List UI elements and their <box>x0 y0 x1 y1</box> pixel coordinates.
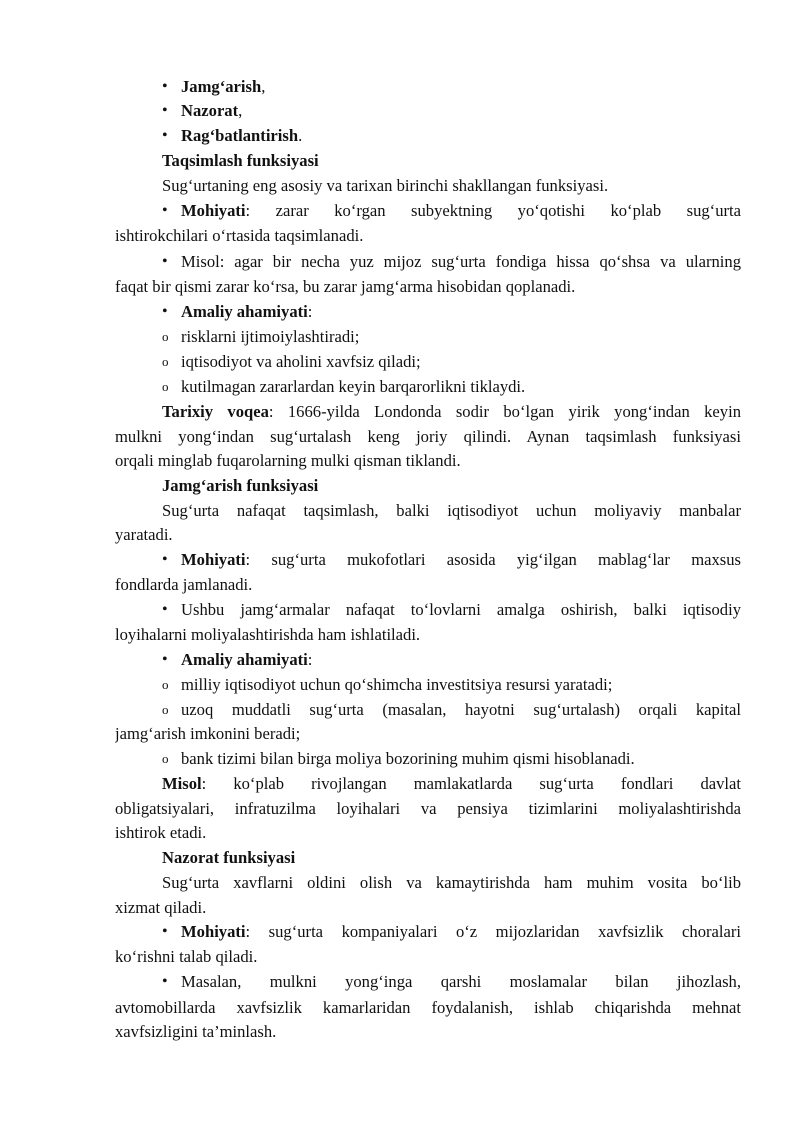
bullet-marker: • <box>162 253 168 270</box>
text-run: milliy iqtisodiyot uchun qo‘shimcha investitsiya resursi yaratadi; <box>181 675 613 694</box>
text-run: Sug‘urta xavflarni oldini olish va kamaytirishda ham muhim vosita bo‘lib <box>162 873 741 892</box>
sub-bullet-marker: o <box>162 702 169 717</box>
list-item-line <box>181 648 741 672</box>
text-run: mulkni yong‘indan sug‘urtalash keng joriy qilindi. Aynan taqsimlash funksiyasi <box>115 427 741 446</box>
text-line <box>162 846 741 870</box>
bold-text: Amaliy ahamiyati <box>181 302 308 321</box>
list-item-line <box>181 673 741 697</box>
sub-bullet-marker: o <box>162 329 169 344</box>
text-run: Sug‘urta nafaqat taqsimlash, balki iqtisodiyot uchun moliyaviy manbalar <box>162 501 741 520</box>
bold-text: Amaliy ahamiyati <box>181 650 308 669</box>
sub-bullet-marker: o <box>162 751 169 766</box>
list-item-line <box>181 199 741 223</box>
text-run: Misol: agar bir necha yuz mijoz sug‘urta fondiga hissa qo‘shsa va ularning <box>181 252 741 271</box>
text-line <box>115 1020 741 1044</box>
text-line <box>115 821 741 845</box>
text-line <box>115 623 741 647</box>
text-line <box>115 573 741 597</box>
text-run: , <box>261 77 266 96</box>
text-line <box>115 797 741 821</box>
bold-text: Misol <box>162 774 202 793</box>
list-item-line <box>181 698 741 722</box>
text-run: Sug‘urtaning eng asosiy va tarixan birinchi shakllangan funksiyasi. <box>162 176 609 195</box>
bullet-marker: • <box>162 127 168 144</box>
list-item-line <box>181 75 741 99</box>
text-run: avtomobillarda xavfsizlik kamarlaridan foydalanish, ishlab chiqarishda mehnat <box>115 998 741 1017</box>
sub-bullet-marker: o <box>162 354 169 369</box>
text-run: iqtisodiyot va aholini xavfsiz qiladi; <box>181 352 421 371</box>
text-line <box>115 275 741 299</box>
list-item-line <box>181 350 741 374</box>
bold-text: Mohiyati <box>181 550 246 569</box>
text-line <box>115 722 741 746</box>
bold-text: Nazorat funksiyasi <box>162 848 296 867</box>
text-run: , <box>238 101 243 120</box>
text-run: fondlarda jamlanadi. <box>115 575 253 594</box>
text-run: yaratadi. <box>115 525 173 544</box>
bullet-marker: • <box>162 601 168 618</box>
text-run: : zarar ko‘rgan subyektning yo‘qotishi ko‘plab sug‘urta <box>245 201 741 220</box>
bold-text: Nazorat <box>181 101 239 120</box>
text-run: Ushbu jamg‘armalar nafaqat to‘lovlarni amalga oshirish, balki iqtisodiy <box>181 600 741 619</box>
text-line <box>162 871 741 895</box>
bold-text: Taqsimlash funksiyasi <box>162 151 319 170</box>
text-run: : 1666-yilda Londonda sodir bo‘lgan yirik yong‘indan keyin <box>268 402 741 421</box>
text-line <box>162 499 741 523</box>
text-line <box>162 772 741 796</box>
text-run: : sug‘urta kompaniyalari o‘z mijozlaridan xavfsizlik choralari <box>245 922 741 941</box>
text-run: orqali minglab fuqarolarning mulki qisman tiklandi. <box>115 451 461 470</box>
list-item-line <box>181 124 741 148</box>
bold-text: Tarixiy voqea <box>162 402 269 421</box>
text-run: : <box>307 650 313 669</box>
list-item-line <box>181 325 741 349</box>
text-run: jamg‘arish imkonini beradi; <box>115 724 301 743</box>
text-run: obligatsiyalari, infratuzilma loyihalari va pensiya tizimlarini moliyalashtirishda <box>115 799 741 818</box>
bullet-marker: • <box>162 102 168 119</box>
text-run: ishtirok etadi. <box>115 823 207 842</box>
text-run: : ko‘plab rivojlangan mamlakatlarda sug‘urta fondlari davlat <box>201 774 741 793</box>
text-line <box>162 400 741 424</box>
bullet-marker: • <box>162 651 168 668</box>
text-line <box>115 224 741 248</box>
text-line <box>162 174 741 198</box>
bold-text: Mohiyati <box>181 201 246 220</box>
text-line <box>115 996 741 1020</box>
sub-bullet-marker: o <box>162 379 169 394</box>
text-run: uzoq muddatli sug‘urta (masalan, hayotni sug‘urtalash) orqali kapital <box>181 700 741 719</box>
sub-bullet-marker: o <box>162 677 169 692</box>
text-line <box>162 149 741 173</box>
bold-text: Jamg‘arish <box>181 77 262 96</box>
list-item-line <box>181 548 741 572</box>
list-item-line <box>181 99 741 123</box>
list-item-line <box>181 920 741 944</box>
text-run: ko‘rishni talab qiladi. <box>115 947 258 966</box>
text-run: : sug‘urta mukofotlari asosida yig‘ilgan mablag‘lar maxsus <box>245 550 741 569</box>
text-line <box>115 896 741 920</box>
list-item-line <box>181 300 741 324</box>
text-line <box>115 945 741 969</box>
bullet-marker: • <box>162 551 168 568</box>
text-run: . <box>298 126 303 145</box>
bullet-marker: • <box>162 78 168 95</box>
text-run: risklarni ijtimoiylashtiradi; <box>181 327 360 346</box>
text-run: xavfsizligini ta’minlash. <box>115 1022 277 1041</box>
list-item-line <box>181 598 741 622</box>
text-run: Masalan, mulkni yong‘inga qarshi moslamalar bilan jihozlash, <box>181 972 741 991</box>
list-item-line <box>181 375 741 399</box>
text-line <box>162 474 741 498</box>
bullet-marker: • <box>162 973 168 990</box>
bold-text: Mohiyati <box>181 922 246 941</box>
text-run: : <box>307 302 313 321</box>
bullet-marker: • <box>162 923 168 940</box>
text-run: loyihalarni moliyalashtirishda ham ishlatiladi. <box>115 625 421 644</box>
text-line <box>115 425 741 449</box>
bold-text: Rag‘batlantirish <box>181 126 299 145</box>
bold-text: Jamg‘arish funksiyasi <box>162 476 319 495</box>
text-run: kutilmagan zararlardan keyin barqarorlikni tiklaydi. <box>181 377 526 396</box>
text-run: xizmat qiladi. <box>115 898 207 917</box>
text-line <box>115 523 741 547</box>
text-run: ishtirokchilari o‘rtasida taqsimlanadi. <box>115 226 364 245</box>
list-item-line <box>181 250 741 274</box>
text-line <box>115 449 741 473</box>
bullet-marker: • <box>162 202 168 219</box>
list-item-line <box>181 747 741 771</box>
text-run: faqat bir qismi zarar ko‘rsa, bu zarar jamg‘arma hisobidan qoplanadi. <box>115 277 576 296</box>
list-item-line <box>181 970 741 994</box>
bullet-marker: • <box>162 303 168 320</box>
text-run: bank tizimi bilan birga moliya bozorining muhim qismi hisoblanadi. <box>181 749 635 768</box>
